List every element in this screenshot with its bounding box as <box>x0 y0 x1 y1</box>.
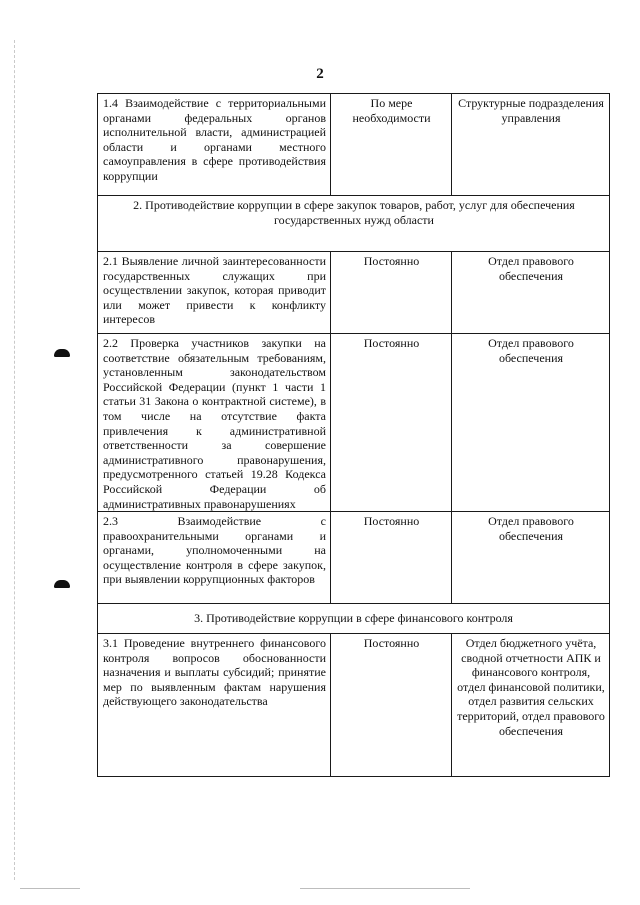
section-title: 3. Противодействие коррупции в сфере финансового контроля <box>98 604 610 634</box>
table-row <box>98 634 610 777</box>
responsible-cell: Структурные подразделения управления <box>452 94 610 196</box>
scan-edge-marks <box>14 40 19 880</box>
measure-cell: 1.4 Взаимодействие с территориальными органами федеральных органов исполнительной власти, администрацией области и органами местного самоуправления в сфере противодействия коррупции <box>98 94 331 196</box>
section-row <box>98 604 610 634</box>
punch-hole-mark <box>54 349 70 357</box>
term-cell: Постоянно <box>331 252 452 334</box>
page-number: 2 <box>316 66 324 82</box>
term-cell: Постоянно <box>331 634 452 777</box>
measure-cell: 2.3 Взаимодействие с правоохранительными органами и органами, уполномоченными на осуществление контроля в сфере закупок, при выявлении коррупционных факторов <box>98 512 331 604</box>
measures-table <box>97 93 610 777</box>
term-cell: По мере необходимости <box>331 94 452 196</box>
responsible-cell: Отдел правового обеспечения <box>452 334 610 512</box>
measure-text: 2.2 Проверка участников закупки на соответствие обязательным требованиям, установленным законодательством Российской Федерации (пункт 1 части 1 статьи 31 Закона о контрактной системе), в том числе на отсутствие факта привлечения к административной ответственности за совершение административного правонарушения, предусмотренного статьей 19.28 Кодекса Российской Федерации об административных правонарушениях <box>103 336 326 511</box>
table-row <box>98 334 610 512</box>
responsible-cell: Отдел правового обеспечения <box>452 252 610 334</box>
table-row <box>98 252 610 334</box>
measure-cell: 3.1 Проведение внутреннего финансового контроля вопросов обоснованности назначения и выплаты субсидий; принятие мер по выявленным фактам нарушения действующего законодательства <box>98 634 331 777</box>
term-cell: Постоянно <box>331 512 452 604</box>
responsible-cell: Отдел правового обеспечения <box>452 512 610 604</box>
scan-bottom-mark <box>300 888 470 889</box>
section-row <box>98 196 610 252</box>
term-cell: Постоянно <box>331 334 452 512</box>
table-row <box>98 94 610 196</box>
measure-cell: 2.1 Выявление личной заинтересованности государственных служащих при осуществлении закупок, которая приводит или может привести к конфликту интересов <box>98 252 331 334</box>
responsible-cell: Отдел бюджетного учёта, сводной отчетности АПК и финансового контроля, отдел финансовой политики, отдел развития сельских территорий, отдел правового обеспечения <box>452 634 610 777</box>
section-title: 2. Противодействие коррупции в сфере закупок товаров, работ, услуг для обеспечения государственных нужд области <box>98 196 610 252</box>
measure-cell <box>98 334 331 512</box>
table-row <box>98 512 610 604</box>
scan-bottom-mark <box>20 888 80 889</box>
punch-hole-mark <box>54 580 70 588</box>
